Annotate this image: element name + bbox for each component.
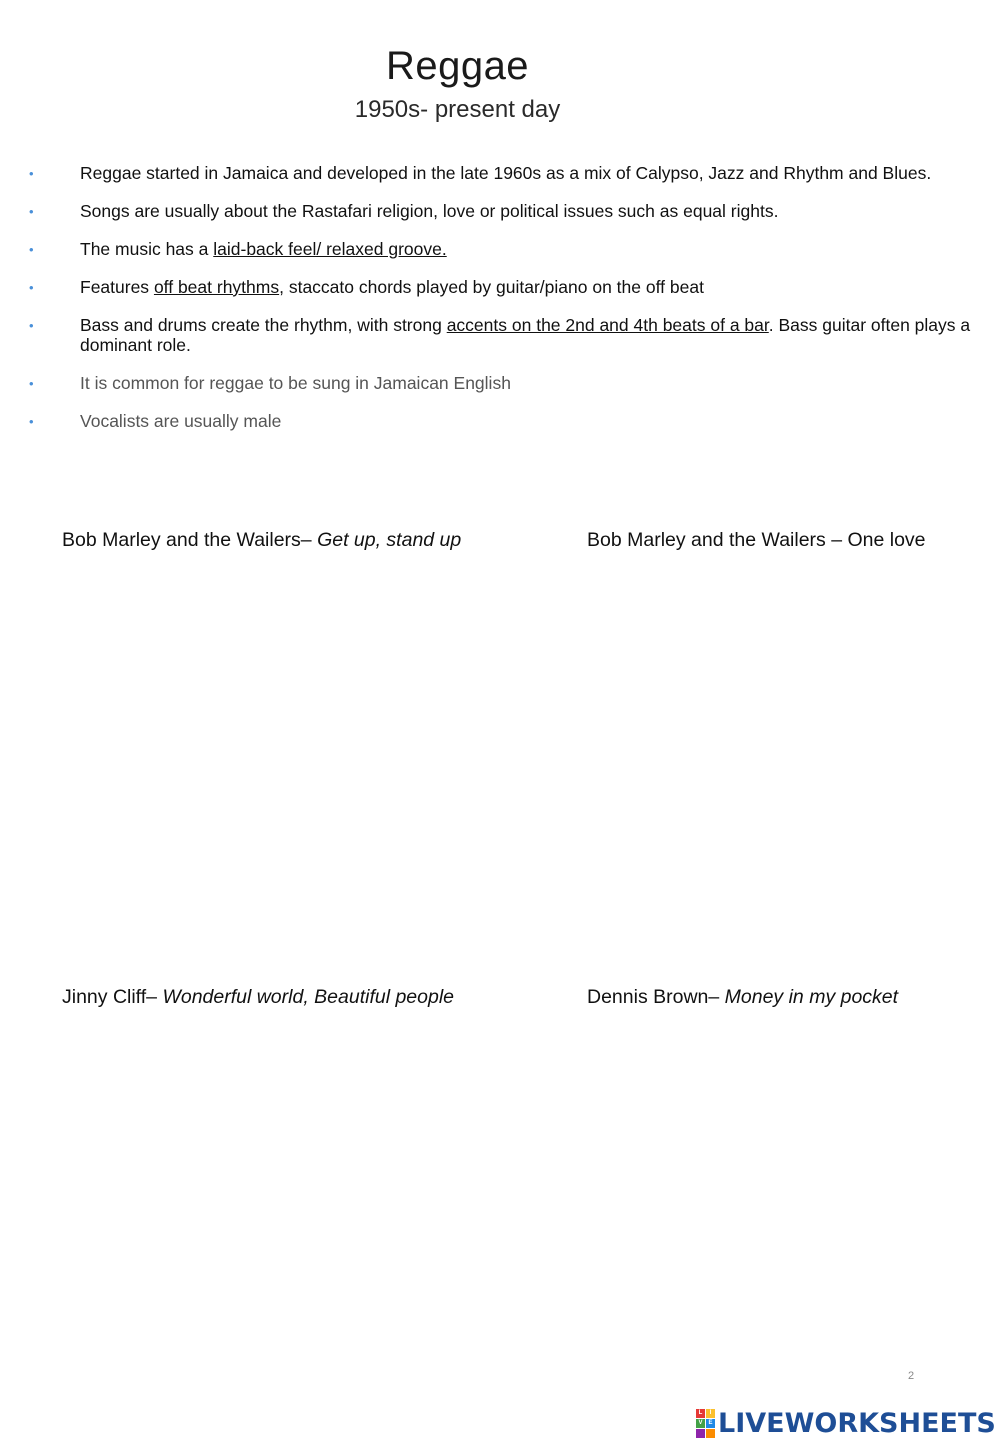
bullet-dot-icon: • [29,414,34,429]
list-item: • Features off beat rhythms, staccato chords played by guitar/piano on the off beat [29,277,704,297]
liveworksheets-logo [696,1408,996,1438]
underlined-term: laid-back feel/ relaxed groove. [213,239,447,259]
list-item: • The music has a laid-back feel/ relaxed groove. [29,239,447,259]
list-item: • Vocalists are usually male [29,411,282,431]
song-caption-one-love: Bob Marley and the Wailers – One love [587,529,926,551]
logo-tile: V [696,1419,705,1428]
song-caption-get-up-stand-up: Bob Marley and the Wailers– Get up, stand up [62,529,462,551]
list-item: • Songs are usually about the Rastafari religion, love or political issues such as equal rights. [29,201,779,221]
logo-tile: L [696,1409,705,1418]
logo-tile: E [706,1419,715,1428]
list-item: • Reggae started in Jamaica and developed in the late 1960s as a mix of Calypso, Jazz and Rhythm and Blues. [29,163,932,183]
underlined-term: accents on the 2nd and 4th beats of a bar [446,315,769,335]
bullet-dot-icon: • [29,280,34,295]
bullet-dot-icon: • [29,318,34,333]
page-subtitle: 1950s- present day [354,96,561,123]
list-item: • Bass and drums create the rhythm, with strong accents on the 2nd and 4th beats of a bar. Bass guitar often plays a dominant role. [29,315,971,355]
logo-text: LIVEWORKSHEETS [718,1407,996,1439]
bullet-dot-icon: • [29,204,34,219]
page-title: Reggae [385,44,530,88]
facts-list [0,163,1000,449]
liveworksheets-logo-icon [696,1409,715,1438]
underlined-term: off beat rhythms [153,277,280,297]
song-caption-wonderful-world: Jinny Cliff– Wonderful world, Beautiful people [62,986,455,1008]
logo-tile: I [706,1409,715,1418]
bullet-dot-icon: • [29,376,34,391]
page-number: 2 [908,1370,915,1382]
logo-tile [706,1429,715,1438]
list-item: • It is common for reggae to be sung in Jamaican English [29,373,511,393]
bullet-dot-icon: • [29,166,34,181]
song-caption-money-in-my-pocket: Dennis Brown– Money in my pocket [587,986,899,1008]
logo-tile [696,1429,705,1438]
bullet-dot-icon: • [29,242,34,257]
